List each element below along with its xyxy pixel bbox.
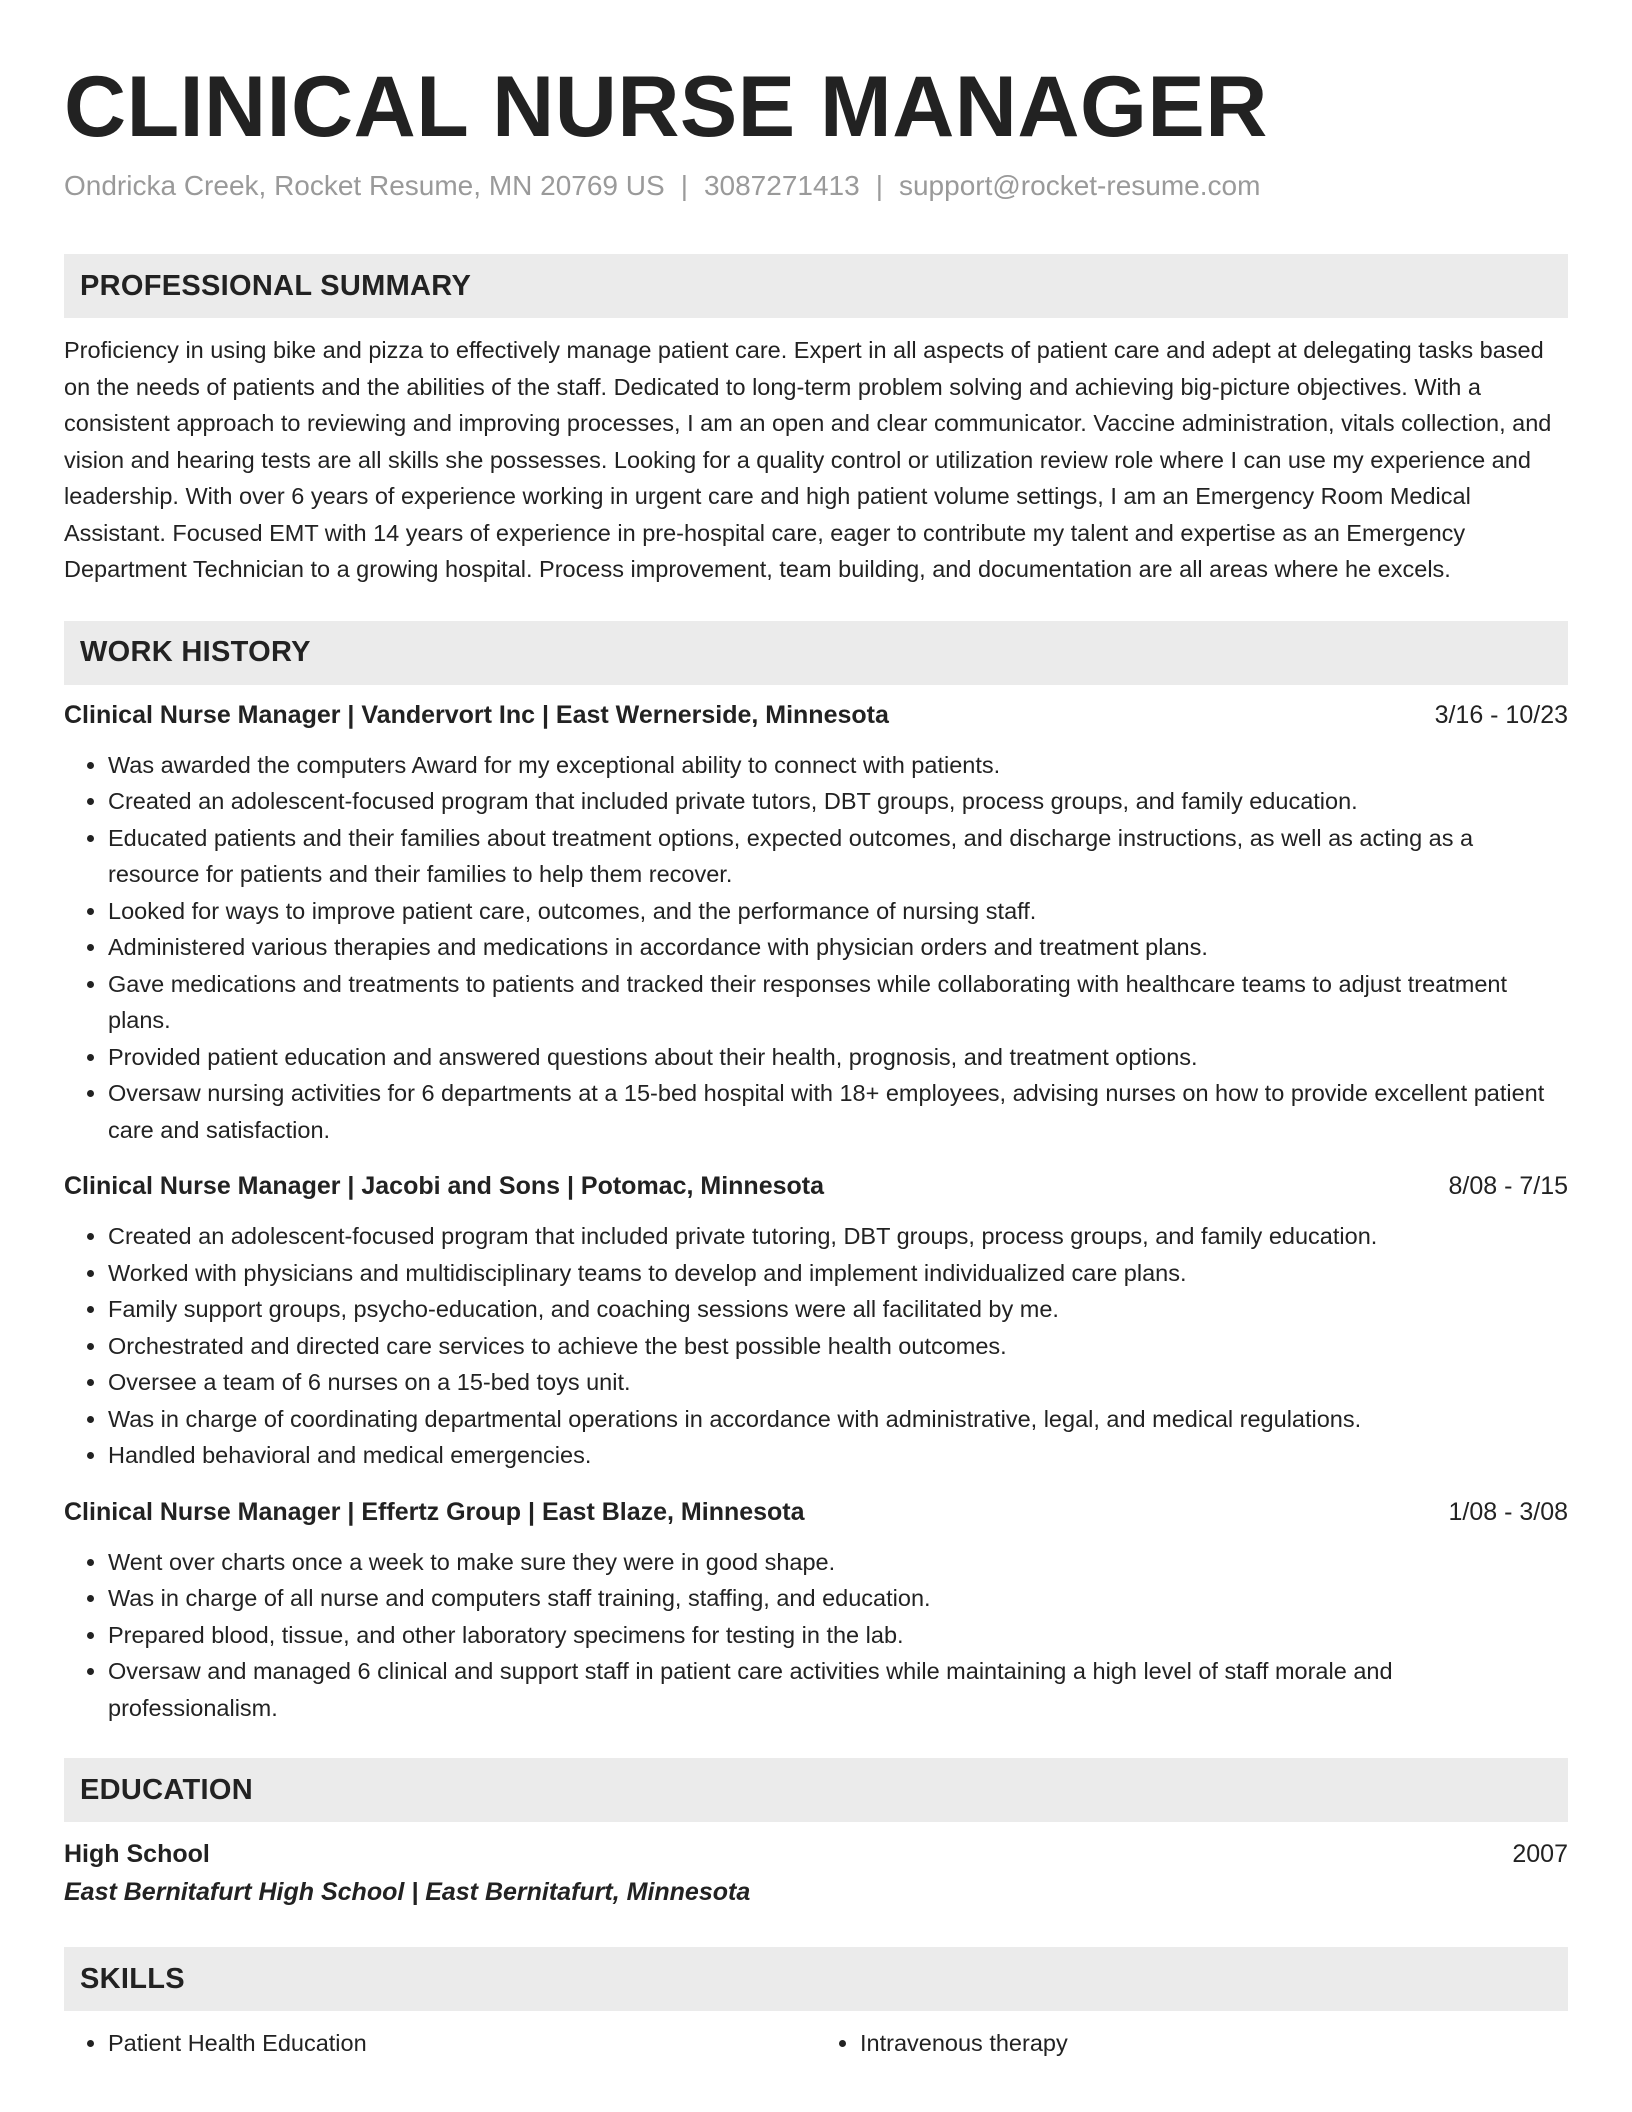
job-header — [64, 697, 1568, 733]
contact-separator: | — [875, 170, 883, 201]
job-bullet: • Was awarded the computers Award for my exceptional ability to connect with patients. — [108, 747, 1568, 784]
job-entry — [64, 1168, 1568, 1474]
summary-heading: PROFESSIONAL SUMMARY — [64, 254, 1568, 318]
skill-item: • Intravenous therapy — [860, 2025, 1568, 2061]
job-bullet: • Created an adolescent-focused program that included private tutors, DBT groups, process groups, and family education. — [108, 783, 1568, 820]
job-bullet: • Went over charts once a week to make sure they were in good shape. — [108, 1544, 1568, 1581]
job-bullet: • Family support groups, psycho-education, and coaching sessions were all facilitated by me. — [108, 1291, 1568, 1328]
resume-title: CLINICAL NURSE MANAGER — [64, 59, 1268, 155]
job-header — [64, 1168, 1568, 1204]
job-bullet: • Was in charge of coordinating departmental operations in accordance with administrative, legal, and medical regulations. — [108, 1401, 1568, 1438]
job-entry — [64, 697, 1568, 1149]
education-row — [64, 1836, 1568, 1873]
job-bullet: • Looked for ways to improve patient care, outcomes, and the performance of nursing staff. — [108, 893, 1568, 930]
job-bullet: • Oversaw and managed 6 clinical and support staff in patient care activities while maintaining a high level of staff morale and professionalism. — [108, 1653, 1568, 1726]
job-bullet: • Educated patients and their families about treatment options, expected outcomes, and discharge instructions, as well as acting as a resource for patients and their families to help them recover. — [108, 820, 1568, 893]
skills-heading: SKILLS — [64, 1947, 1568, 2011]
job-bullet: • Administered various therapies and medications in accordance with physician orders and treatment plans. — [108, 929, 1568, 966]
job-bullet: • Handled behavioral and medical emergencies. — [108, 1437, 1568, 1474]
skills-column-left — [64, 2025, 816, 2061]
job-bullet: • Oversaw nursing activities for 6 departments at a 15-bed hospital with 18+ employees, advising nurses on how to provide excellent patient care and satisfaction. — [108, 1075, 1568, 1148]
job-dates: 3/16 - 10/23 — [1434, 700, 1568, 729]
job-bullet: • Provided patient education and answered questions about their health, prognosis, and treatment options. — [108, 1039, 1568, 1076]
contact-separator: | — [680, 170, 688, 201]
job-dates: 8/08 - 7/15 — [1448, 1172, 1568, 1200]
contact-line — [64, 170, 1568, 202]
education-heading: EDUCATION — [64, 1758, 1568, 1822]
contact-phone: 3087271413 — [703, 170, 860, 201]
skills-column-right — [816, 2025, 1568, 2061]
job-bullet: • Was in charge of all nurse and computers staff training, staffing, and education. — [108, 1580, 1568, 1617]
job-title: Clinical Nurse Manager | Effertz Group | East Blaze, Minnesota — [64, 1497, 805, 1526]
job-title: Clinical Nurse Manager | Jacobi and Sons | Potomac, Minnesota — [64, 1172, 824, 1200]
job-bullets — [64, 1544, 1568, 1727]
job-dates: 1/08 - 3/08 — [1448, 1497, 1568, 1526]
education-school: East Bernitafurt High School | East Bernitafurt, Minnesota — [64, 1878, 751, 1906]
job-bullet: • Orchestrated and directed care services to achieve the best possible health outcomes. — [108, 1328, 1568, 1365]
contact-email: support@rocket-resume.com — [898, 170, 1261, 201]
job-bullet: • Oversee a team of 6 nurses on a 15-bed toys unit. — [108, 1364, 1568, 1401]
job-entry — [64, 1494, 1568, 1727]
summary-text: Proficiency in using bike and pizza to effectively manage patient care. Expert in all aspects of patient care and adept at delegating tasks based on the needs of patients and the abilities of the staff. Dedicated to long-term problem solving and achieving big-picture objectives. With a consistent approach to reviewing and improving processes, I am an open and clear communicator. Vaccine administration, vitals collection, and vision and hearing tests are all skills she possesses. Looking for a quality control or utilization review role where I can use my experience and leadership. With over 6 years of experience working in urgent care and high patient volume settings, I am an Emergency Room Medical Assistant. Focused EMT with 14 years of experience in pre-hospital care, eager to contribute my talent and expertise as an Emergency Department Technician to a growing hospital. Process improvement, team building, and documentation are all areas where he excels. — [64, 337, 1552, 582]
education-year: 2007 — [1512, 1840, 1568, 1868]
job-title: Clinical Nurse Manager | Vandervort Inc | East Wernerside, Minnesota — [64, 700, 889, 729]
work-history-heading: WORK HISTORY — [64, 621, 1568, 685]
job-bullet: • Created an adolescent-focused program that included private tutoring, DBT groups, process groups, and family education. — [108, 1218, 1568, 1255]
job-bullet: • Prepared blood, tissue, and other laboratory specimens for testing in the lab. — [108, 1617, 1568, 1654]
job-bullets — [64, 1218, 1568, 1474]
job-bullet: • Worked with physicians and multidisciplinary teams to develop and implement individualized care plans. — [108, 1255, 1568, 1292]
skill-item: • Patient Health Education — [108, 2025, 816, 2061]
education-degree: High School — [64, 1840, 210, 1868]
job-bullet: • Gave medications and treatments to patients and tracked their responses while collaborating with healthcare teams to adjust treatment plans. — [108, 966, 1568, 1039]
job-bullets — [64, 747, 1568, 1149]
contact-address: Ondricka Creek, Rocket Resume, MN 20769 US — [64, 170, 665, 201]
job-header — [64, 1494, 1568, 1530]
skills-list — [64, 2025, 1568, 2061]
